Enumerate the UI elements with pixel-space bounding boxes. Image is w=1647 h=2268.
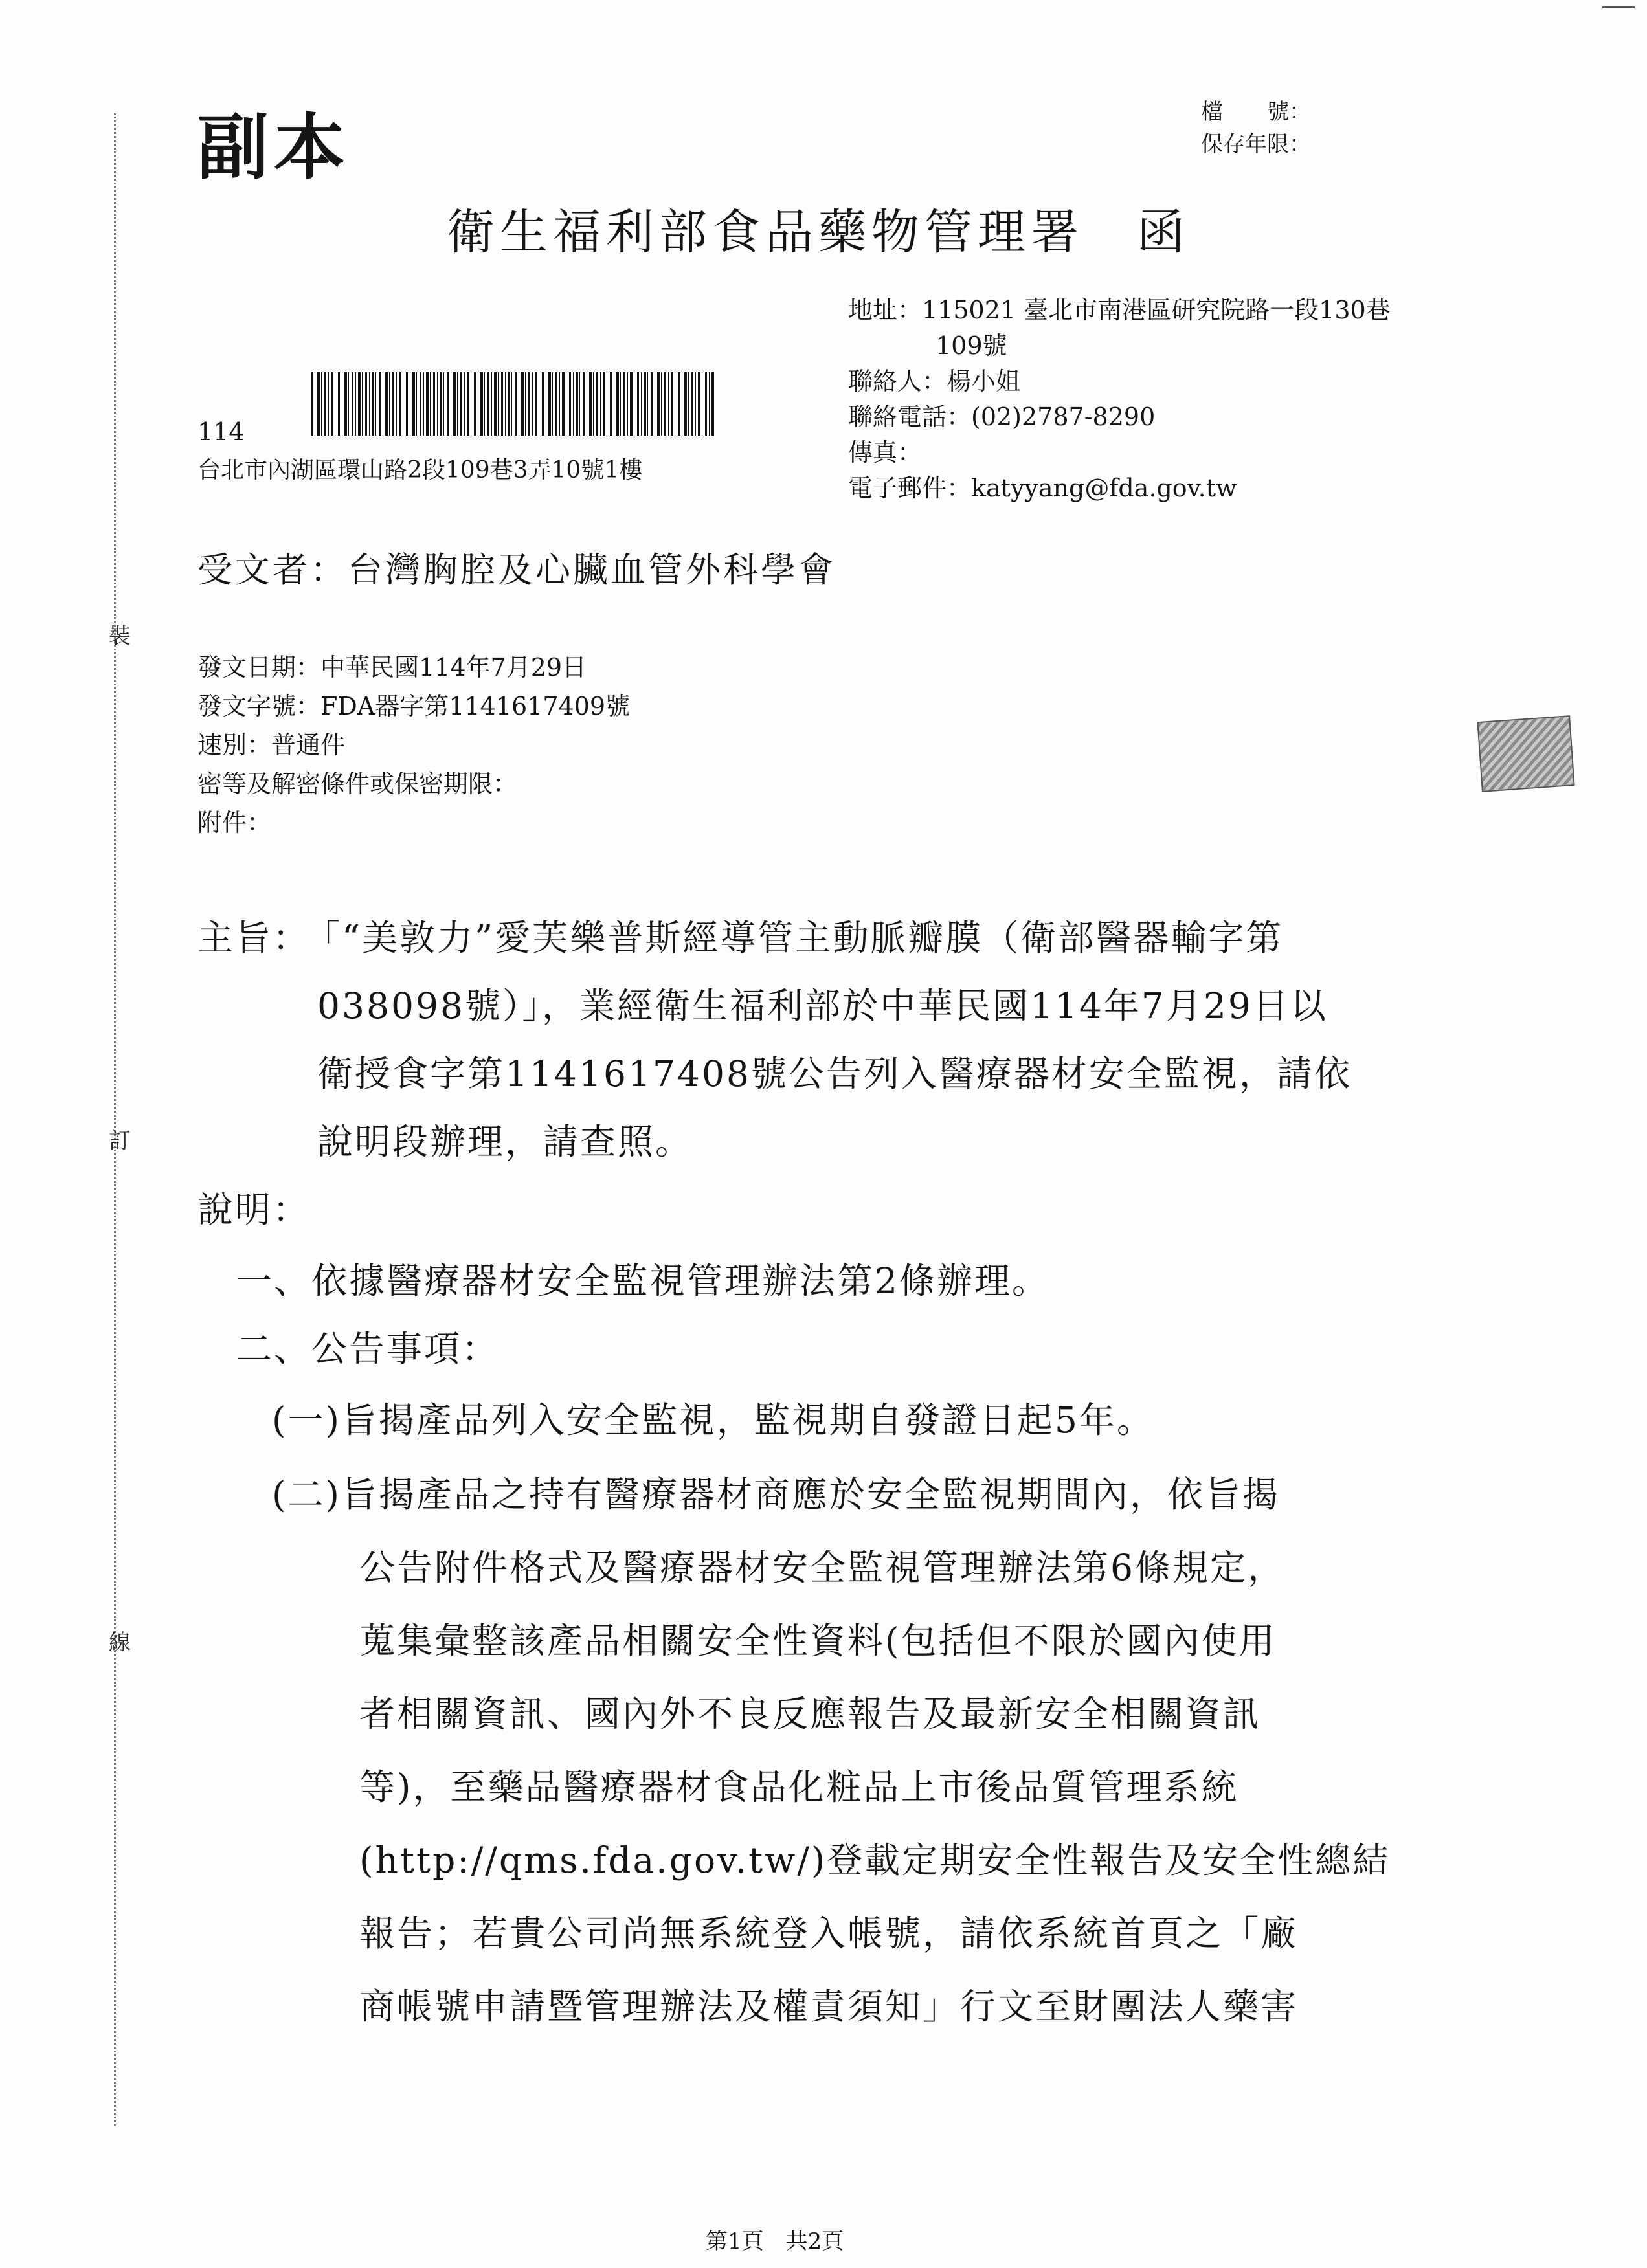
contact-person: 聯絡人：楊小姐: [848, 367, 1021, 395]
subject-line: 038098號）」，業經衛生福利部於中華民國114年7月29日以: [317, 985, 1328, 1027]
explanation-label: 說明：: [197, 1189, 311, 1230]
contact-address: 地址：115021 臺北市南港區研究院路一段130巷: [848, 296, 1391, 324]
contact-phone: 聯絡電話：(02)2787-8290: [848, 403, 1156, 431]
barcode: [311, 372, 715, 436]
received-stamp: [1477, 715, 1574, 792]
announcement-item-2-line: 者相關資訊、國內外不良反應報告及最新安全相關資訊: [359, 1693, 1261, 1735]
subject-line: 衛授食字第1141617408號公告列入醫療器材安全監視，請依: [317, 1053, 1352, 1095]
issue-date: 發文日期：中華民國114年7月29日: [197, 653, 587, 682]
retention-label: 保存年限：: [1201, 131, 1311, 157]
announcement-item-2-line: (http://qms.fda.gov.tw/)登載定期安全性報告及安全性總結: [359, 1840, 1391, 1881]
binding-mark-line: 線: [109, 1630, 131, 1656]
announcement-item-2-line: 報告；若貴公司尚無系統登入帳號，請依系統首頁之「廠: [359, 1913, 1299, 1954]
binding-mark-staple: 訂: [109, 1128, 131, 1154]
announcement-item-2-line: 商帳號申請暨管理辦法及權責須知」行文至財團法人藥害: [359, 1986, 1299, 2027]
announcement-item-2-line: 等)，至藥品醫療器材食品化粧品上市後品質管理系統: [359, 1766, 1239, 1808]
explanation-item-1: 一、依據醫療器材安全監視管理辦法第2條辦理。: [236, 1260, 1049, 1302]
subject-line: 說明段辦理，請查照。: [317, 1121, 693, 1162]
announcement-item-1: (一)旨揭產品列入安全監視，監視期自發證日起5年。: [272, 1399, 1154, 1441]
copy-mark: 副本: [197, 106, 350, 189]
subject-label: 主旨：: [197, 917, 311, 959]
confidentiality: 密等及解密條件或保密期限：: [197, 770, 518, 798]
contact-address-line2: 109號: [936, 331, 1007, 360]
attachment: 附件：: [197, 808, 272, 837]
page-number: 第1頁 共2頁: [706, 2229, 844, 2254]
binding-mark-bind: 裝: [109, 623, 131, 649]
document-number: 發文字號：FDA器字第1141617409號: [197, 692, 631, 720]
announcement-item-2: (二)旨揭產品之持有醫療器材商應於安全監視期間內，依旨揭: [272, 1474, 1280, 1515]
agency-title: 衛生福利部食品藥物管理署 函: [447, 205, 1190, 260]
contact-fax: 傳真：: [848, 438, 923, 467]
scan-edge-mark: [1602, 6, 1635, 8]
announcement-item-2-line: 蒐集彙整該產品相關安全性資料(包括但不限於國內使用: [359, 1620, 1277, 1662]
contact-email: 電子郵件：katyyang@fda.gov.tw: [848, 474, 1237, 502]
announcement-item-2-line: 公告附件格式及醫療器材安全監視管理辦法第6條規定，: [359, 1547, 1285, 1588]
recipient: 受文者：台灣胸腔及心臟血管外科學會: [197, 550, 836, 590]
delivery-speed: 速別：普通件: [197, 731, 346, 759]
mailing-address: 台北市內湖區環山路2段109巷3弄10號1樓: [197, 457, 643, 484]
file-number-label: 檔 號：: [1201, 99, 1311, 125]
postal-code: 114: [197, 417, 245, 446]
binding-line: [114, 113, 116, 2126]
subject-line: 「“美敦力”愛芙樂普斯經導管主動脈瓣膜（衛部醫器輸字第: [304, 917, 1284, 959]
explanation-item-2: 二、公告事項：: [236, 1328, 500, 1370]
